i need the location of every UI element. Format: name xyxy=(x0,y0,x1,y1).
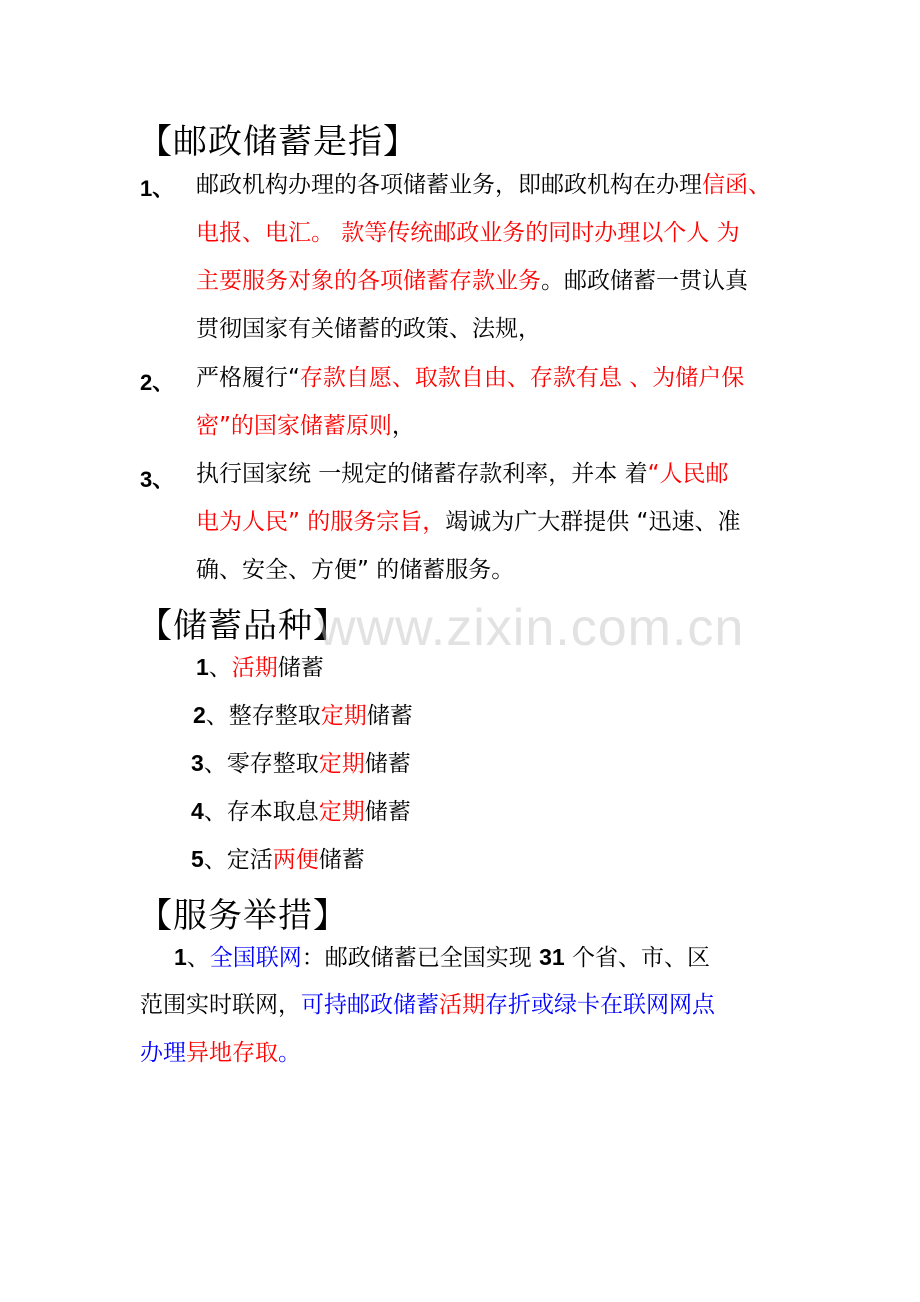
text-run: 、整存整取 xyxy=(205,703,321,729)
text-run: ， xyxy=(391,413,415,439)
text-run: 全国联网 xyxy=(209,945,302,971)
item-number: 1、 xyxy=(140,176,175,201)
text-run: 主要服务对象的各项储蓄存款业务 xyxy=(196,268,541,294)
text-run: 31 xyxy=(539,944,565,970)
text-run: “人民邮 xyxy=(647,461,729,487)
savings-type-item xyxy=(196,652,324,683)
text-run: 、定活 xyxy=(203,847,273,873)
text-run: 范围实时联网， xyxy=(140,992,301,1018)
item-number: 2、 xyxy=(140,370,175,395)
text-run: 贯彻国家有关储蓄的政策、法规， xyxy=(196,316,541,342)
paragraph-line xyxy=(140,990,715,1020)
text-run: 储蓄 xyxy=(364,799,411,825)
text-run: 电报、电汇。 款等传统邮政业务的同时办理以个人 为 xyxy=(196,220,740,246)
text-run: 活期 xyxy=(439,992,485,1018)
savings-type-item xyxy=(191,844,365,875)
text-run: 竭诚为广大群提供 “迅速、准 xyxy=(445,509,741,535)
text-run: 、 xyxy=(186,945,210,971)
text-run: 1 xyxy=(196,654,209,680)
text-run: 5 xyxy=(191,846,204,872)
text-run: 。 xyxy=(278,1040,301,1066)
text-run: 异地存取 xyxy=(186,1040,278,1066)
paragraph-line xyxy=(196,363,744,393)
text-run: 2 xyxy=(193,702,206,728)
text-run: 、 xyxy=(208,655,232,681)
text-run: 定期 xyxy=(320,703,367,729)
text-run: 3 xyxy=(191,750,204,776)
paragraph-line xyxy=(196,266,748,296)
paragraph-line xyxy=(196,411,415,441)
text-run: 活期 xyxy=(231,655,278,681)
savings-type-item xyxy=(193,700,413,731)
text-run: 储蓄 xyxy=(364,751,411,777)
text-run: ：邮政储蓄已全国实现 xyxy=(301,945,540,971)
text-run: 办理 xyxy=(140,1040,186,1066)
text-run: 信函、 xyxy=(702,172,771,198)
text-run: 1 xyxy=(174,944,187,970)
text-run: 严格履行“ xyxy=(196,365,300,391)
heading-savings-types: 【储蓄品种】 xyxy=(138,606,348,646)
text-run: 邮政机构办理的各项储蓄业务，即邮政机构在办理 xyxy=(196,172,702,198)
text-run: 可持邮政储蓄 xyxy=(301,992,439,1018)
text-run: 储蓄 xyxy=(366,703,413,729)
savings-type-item xyxy=(191,796,411,827)
paragraph-line xyxy=(140,1038,301,1068)
text-run: 确、安全、方便” 的储蓄服务。 xyxy=(196,557,515,583)
text-run: 储蓄 xyxy=(277,655,324,681)
text-run: 定期 xyxy=(318,799,365,825)
paragraph-line xyxy=(196,314,541,344)
text-run: 储蓄 xyxy=(318,847,365,873)
watermark: www.zixin.com.cn xyxy=(318,599,745,657)
savings-type-item xyxy=(191,748,411,779)
heading-definition: 【邮政储蓄是指】 xyxy=(138,122,418,162)
paragraph-line xyxy=(196,555,514,585)
paragraph-line xyxy=(196,170,771,200)
heading-service-measures: 【服务举措】 xyxy=(138,896,348,936)
paragraph-line xyxy=(174,942,710,973)
text-run: 两便 xyxy=(272,847,319,873)
text-run: 。邮政储蓄一贯认真 xyxy=(541,268,748,294)
text-run: 密”的国家储蓄原则 xyxy=(196,413,392,439)
text-run: 4 xyxy=(191,798,204,824)
paragraph-line xyxy=(196,218,740,248)
text-run: 、零存整取 xyxy=(203,751,319,777)
text-run: 个省、市、区 xyxy=(564,945,711,971)
text-run: 执行国家统 一规定的储蓄存款利率，并本 着 xyxy=(196,461,648,487)
text-run: 存折或绿卡在联网网点 xyxy=(485,992,715,1018)
text-run: 定期 xyxy=(318,751,365,777)
item-number: 3、 xyxy=(140,467,175,492)
text-run: 、存本取息 xyxy=(203,799,319,825)
paragraph-line xyxy=(196,459,729,489)
text-run: 存款自愿、取款自由、存款有息 、为储户保 xyxy=(299,365,745,391)
text-run: 电为人民” 的服务宗旨， xyxy=(196,509,446,535)
paragraph-line xyxy=(196,507,740,537)
